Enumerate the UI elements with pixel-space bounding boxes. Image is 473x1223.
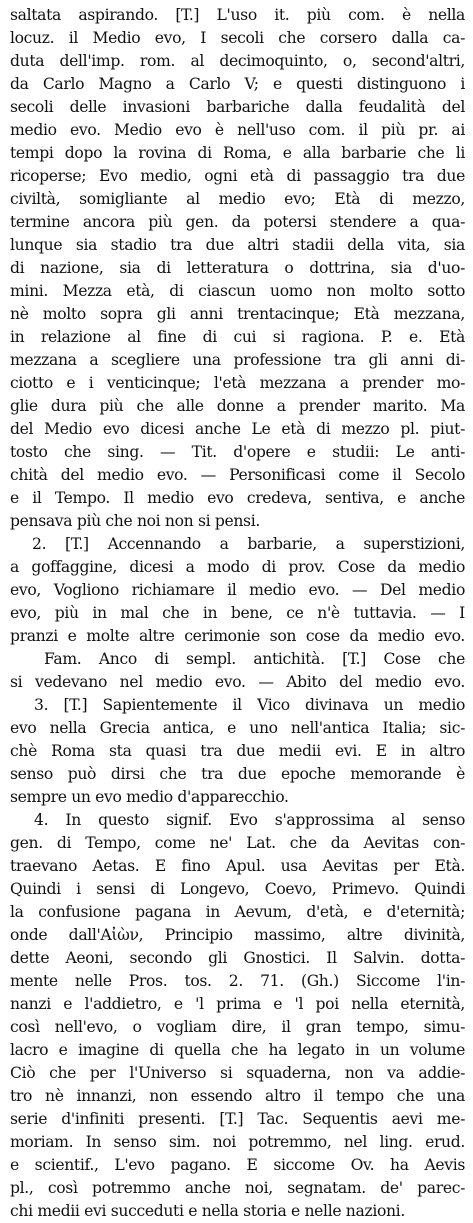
text-line: lacro e imagine di quella che ha legato in un volume	[10, 1041, 465, 1059]
text-line: in relazione al fine di cui si ragiona. P. e. Età	[10, 328, 465, 346]
text-line: mente nelle Pros. tos. 2. 71. (Gh.) Siccome l'in-	[10, 972, 465, 990]
text-line: tosto che sing. — Tit. d'opere e studii: Le anti-	[10, 443, 465, 461]
text-line: traevano Aetas. E fino Apul. usa Aevitas per Età.	[10, 857, 465, 875]
text-line: moriam. In senso sim. noi potremmo, nel ling. erud.	[10, 1133, 465, 1151]
text-line: duta dell'imp. rom. al decimoquinto, o, second'altri,	[10, 52, 465, 70]
text-line: chè Roma sta quasi tra due medii evi. E in altro	[10, 742, 465, 760]
text-line: senso può dirsi che tra due epoche memorande è	[10, 765, 465, 783]
text-line: tempi dopo la rovina di Roma, e alla barbarie che li	[10, 144, 465, 162]
text-line: pl., così potremmo anche noi, segnatam. de' parec-	[10, 1179, 465, 1197]
text-line: civiltà, somigliante al medio evo; Età di mezzo,	[10, 190, 465, 208]
text-line: e scientif., L'evo pagano. E siccome Ov. ha Aevis	[10, 1156, 465, 1174]
text-line: lunque sia stadio tra due altri stadii della vita, sia	[10, 236, 465, 254]
section-3-heading-line: 3. [T.] Sapientemente il Vico divinava un medio	[34, 696, 465, 714]
text-line: medio evo. Medio evo è nell'uso com. il più pr. ai	[10, 121, 465, 139]
text-line: e il Tempo. Il medio evo credeva, sentiva, e anche	[10, 489, 465, 507]
text-line: evo nella Grecia antica, e uno nell'antica Italia; sic-	[10, 719, 465, 737]
text-line: glie dura più che alle donne a prender marito. Ma	[10, 397, 465, 415]
text-line: nè molto sopra gli anni trentacinque; Età mezzana,	[10, 305, 465, 323]
text-line: dette Aeoni, secondo gli Gnostici. Il Salvin. dotta-	[10, 949, 465, 967]
text-line: così nell'evo, o vogliam dire, il gran tempo, simu-	[10, 1018, 465, 1036]
text-line: ricoperse; Evo medio, ogni età di passaggio tra due	[10, 167, 465, 185]
text-line: ciotto e i venticinque; l'età mezzana a prender mo-	[10, 374, 465, 392]
text-line: chità del medio evo. — Personificasi come il Secolo	[10, 466, 465, 484]
text-line: sempre un evo medio d'apparecchio.	[10, 788, 289, 806]
text-line: saltata aspirando. [T.] L'uso it. più com. è nella	[10, 6, 465, 24]
text-line: locuz. il Medio evo, I secoli che corsero dalla ca-	[10, 29, 465, 47]
text-line: nanzi e l'addietro, e 'l prima e 'l poi nella eternità,	[10, 995, 465, 1013]
text-line: a goffaggine, dicesi a modo di prov. Cose da medio	[10, 558, 465, 576]
text-line: chi medii evi succeduti e nella storia e nelle nazioni.	[10, 1202, 405, 1220]
text-line: la confusione pagana in Aevum, d'età, e d'eternità;	[10, 903, 465, 921]
text-line: evo, Vogliono richiamare il medio evo. — Del medio	[10, 581, 465, 599]
text-line: termine ancora più gen. da potersi stendere a qua-	[10, 213, 465, 231]
text-line: gen. di Tempo, come ne' Lat. che da Aevitas con-	[10, 834, 465, 852]
section-4-heading-line: 4. In questo signif. Evo s'approssima al senso	[34, 811, 465, 829]
text-line: mezzana a scegliere una professione tra gli anni di-	[10, 351, 465, 369]
text-line: onde dall'Αἰὼν, Principio massimo, altre divinità,	[10, 926, 465, 944]
text-line: Ciò che per l'Universo si squaderna, non va addie-	[10, 1064, 465, 1082]
text-line: del Medio evo dicesi anche Le età di mezzo pl. piut-	[10, 420, 465, 438]
text-line: Fam. Anco di sempl. antichità. [T.] Cose che	[44, 650, 465, 668]
section-2-heading-line: 2. [T.] Accennando a barbarie, a superstizioni,	[32, 535, 465, 553]
text-line: mini. Mezza età, di ciascun uomo non molto sotto	[10, 282, 465, 300]
text-line: pranzi e molte altre cerimonie son cose da medio evo.	[10, 627, 465, 645]
text-line: tro nè innanzi, non essendo altro il tempo che una	[10, 1087, 465, 1105]
text-line: serie d'infiniti presenti. [T.] Tac. Sequentis aevi me-	[10, 1110, 465, 1128]
text-line: da Carlo Magno a Carlo V; e questi distinguono i	[10, 75, 465, 93]
text-line: Quindi i sensi di Longevo, Coevo, Primevo. Quindi	[10, 880, 465, 898]
text-line: di nazione, sia di letteratura o dottrina, sia d'uo-	[10, 259, 465, 277]
text-line: si vedevano nel medio evo. — Abito del medio evo.	[10, 673, 465, 691]
text-line: pensava più che noi non si pensi.	[10, 512, 260, 530]
text-line: evo, più in mal che in bene, ce n'è tuttavia. — I	[10, 604, 465, 622]
text-line: secoli delle invasioni barbariche dalla feudalità del	[10, 98, 465, 116]
